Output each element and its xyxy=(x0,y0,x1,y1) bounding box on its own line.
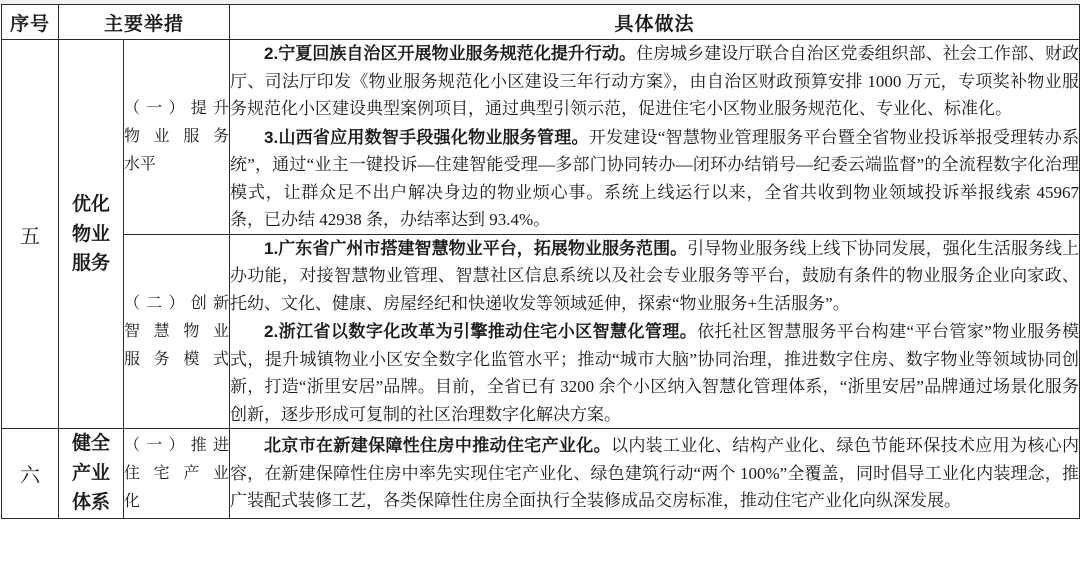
paragraph-body: 住房城乡建设厅联合自治区党委组织部、社会工作部、财政厅、司法厅印发《物业服务规范化小区建设三年行动方案》，由自治区财政预算安排 1000 万元，专项奖补物业服务规范化小区建设典型案例项目，通过典型引领示范，促进住宅小区物业服务规范化、专业化、标准化。 xyxy=(230,44,1080,119)
submeasure-label-line: （一）推进 xyxy=(124,436,230,454)
table-header xyxy=(2,5,1080,40)
table-row xyxy=(2,234,1080,429)
table-row xyxy=(2,429,1080,518)
detail-paragraph xyxy=(230,235,1079,318)
paragraph-number: 1. xyxy=(264,238,279,258)
detail-cell-5-2 xyxy=(230,234,1080,429)
major-measure-cell-6 xyxy=(59,429,124,518)
paragraph-body: 以内装工业化、结构产业化、绿色节能环保技术应用为核心内容，在新建保障性住房中率先实现住宅产业化、绿色建筑行动“两个 100%”全覆盖，同时倡导工业化内装理念，推广装配式装修工艺，各类保障性住房全面执行全装修成品交房标准，推动住宅产业化向纵深发展。 xyxy=(230,436,1080,511)
paragraph-number: 2. xyxy=(264,44,279,63)
paragraph-bold-title: 山西省应用数智手段强化物业服务管理。 xyxy=(278,127,589,147)
paragraph-body: 引导物业服务线上线下协同发展，强化生活服务线上办功能，对接智慧物业管理、智慧社区信息系统以及社会专业服务等平台，鼓励有条件的物业服务企业向家政、托幼、文化、健康、房屋经纪和快递收发等领域延伸，探索“物业服务+生活服务”。 xyxy=(230,238,1080,313)
major-measure-cell-5 xyxy=(59,40,124,429)
submeasure-label-line: 水平 xyxy=(124,155,157,173)
paragraph-number: 2. xyxy=(264,322,279,342)
major-measure-line: 优化 xyxy=(71,194,110,216)
submeasure-label-line: 智慧物业 xyxy=(124,322,230,340)
detail-paragraph xyxy=(230,40,1079,123)
column-header-detail: 具体做法 xyxy=(230,5,1080,40)
submeasure-label-cell-5-2 xyxy=(124,234,230,429)
submeasure-label-line: 住宅产业 xyxy=(124,464,230,482)
table-row xyxy=(2,40,1080,235)
detail-cell-6-1 xyxy=(230,429,1080,518)
paragraph-body: 依托社区智慧服务平台构建“平台管家”物业服务模式，提升城镇物业小区安全数字化监管水平；推动“城市大脑”协同治理，推进数字住房、数字物业等领域协同创新，打造“浙里安居”品牌。目前，全省已有 3200 余个小区纳入智慧化管理体系，“浙里安居”品牌通过场景化服务创新，逐步形成可复制的社区治理数字化解决方案。 xyxy=(230,322,1080,424)
major-measure-line: 产业 xyxy=(71,462,110,484)
major-measure-line: 体系 xyxy=(71,492,110,514)
detail-paragraph xyxy=(230,318,1079,428)
major-measure-line: 健全 xyxy=(71,433,110,455)
paragraph-number: 3. xyxy=(264,127,279,147)
submeasure-label-line: （一）提升 xyxy=(124,99,230,117)
column-header-major-measure: 主要举措 xyxy=(59,5,230,40)
submeasure-label-line: 化 xyxy=(124,492,141,510)
submeasure-label-line: 服务模式 xyxy=(124,350,230,368)
paragraph-bold-title: 浙江省以数字化改革为引擎推动住宅小区智慧化管理。 xyxy=(278,322,698,342)
paragraph-bold-title: 宁夏回族自治区开展物业服务规范化提升行动。 xyxy=(278,44,637,63)
table-header-row xyxy=(2,5,1080,40)
submeasure-label-cell-6-1 xyxy=(124,429,230,518)
major-measure-line: 物业 xyxy=(71,223,110,245)
detail-cell-5-1 xyxy=(230,40,1080,235)
measures-table xyxy=(1,4,1080,519)
detail-paragraph xyxy=(230,432,1079,515)
submeasure-label-line: 物业服务 xyxy=(124,127,230,145)
row-index-cell-5: 五 xyxy=(2,40,59,429)
column-header-index: 序号 xyxy=(2,5,59,40)
detail-paragraph xyxy=(230,124,1079,234)
paragraph-bold-title: 北京市在新建保障性住房中推动住宅产业化。 xyxy=(264,436,611,456)
paragraph-bold-title: 广东省广州市搭建智慧物业平台，拓展物业服务范围。 xyxy=(278,238,688,258)
submeasure-label-line: （二）创新 xyxy=(124,294,230,312)
paragraph-body: 开发建设“智慧物业管理服务平台暨全省物业投诉举报受理转办系统”，通过“业主一键投诉—住建智能受理—多部门协同转办—闭环办结销号—纪委云端监督”的全流程数字化治理模式，让群众足不出户解决身边的物业烦心事。系统上线运行以来，全省共收到物业领域投诉举报线索 45967 条，已办结 42938 条，办结率达到 93.4%。 xyxy=(230,127,1080,230)
major-measure-line: 服务 xyxy=(71,252,110,274)
table-body xyxy=(2,40,1080,519)
submeasure-label-cell-5-1 xyxy=(124,40,230,235)
row-index-cell-6: 六 xyxy=(2,429,59,518)
